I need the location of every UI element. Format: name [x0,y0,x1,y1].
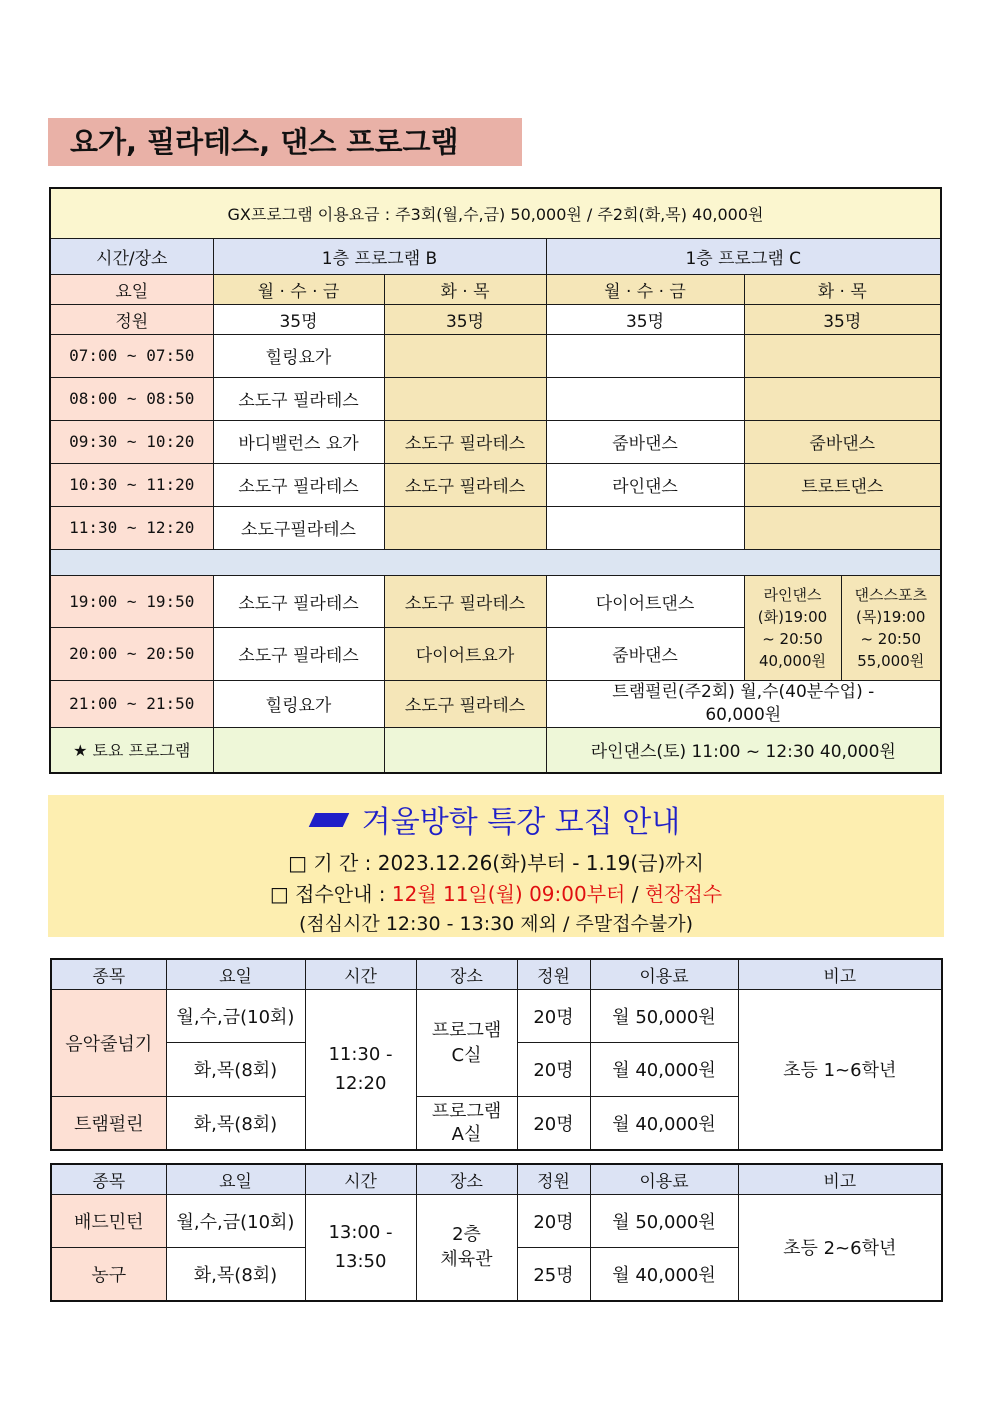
capacity-cell: 20명 [517,1042,590,1096]
program-cell [384,506,546,549]
period-label: □ 기 간 : [288,851,378,875]
capacity-cell: 20명 [517,1194,590,1247]
trampoline-l1: 트램펄린(주2회) 월,수(40분수업) - [612,681,875,702]
time-cell: 19:00 ~ 19:50 [50,575,213,627]
fee-cell: 월 40,000원 [590,1042,738,1096]
time-cell: 21:00 ~ 21:50 [50,680,213,727]
sport-badminton: 배드민턴 [51,1194,166,1247]
capacity-cell: 20명 [517,1096,590,1150]
day-label: 요일 [50,274,213,304]
day-cell: 월,수,금(10회) [166,989,305,1042]
line-dance-l3: ~ 20:50 [762,629,823,648]
lunch-note: (점심시간 12:30 - 13:30 제외 / 주말접수불가) [298,913,694,935]
time-cell: 07:00 ~ 07:50 [50,334,213,377]
day-b-mwf: 월 · 수 · 금 [213,274,384,304]
place-cell [416,1194,517,1301]
program-cell: 트로트댄스 [744,463,941,506]
saturday-program: 라인댄스(토) 11:00 ~ 12:30 40,000원 [546,727,941,773]
program-cell: 바디밸런스 요가 [213,420,384,463]
program-cell [744,334,941,377]
program-cell [384,377,546,420]
time-cell: 20:00 ~ 20:50 [50,627,213,680]
time-l2: 13:50 [334,1251,387,1273]
program-cell: 소도구 필라테스 [213,463,384,506]
dance-sports-l1: 댄스스포츠 [854,585,927,604]
dance-sports-l4: 55,000원 [857,651,925,670]
program-cell: 소도구 필라테스 [213,575,384,627]
capacity-b-tt: 35명 [384,304,546,334]
place-l2: C실 [451,1044,482,1066]
header-sport: 종목 [51,1164,166,1194]
trampoline-cell [546,680,941,727]
program-c-header: 1층 프로그램 C [546,238,941,274]
sport-jump-rope: 음악줄넘기 [51,989,166,1096]
day-cell: 화,목(8회) [166,1042,305,1096]
capacity-c-tt: 35명 [744,304,941,334]
header-fee: 이용료 [590,959,738,989]
gx-schedule-table [49,187,942,774]
table-row [50,463,941,506]
program-cell: 힐링요가 [213,334,384,377]
dance-sports-l2: (목)19:00 [856,607,926,626]
program-cell: 소도구 필라테스 [213,377,384,420]
time-cell: 09:30 ~ 10:20 [50,420,213,463]
trampoline-l2: 60,000원 [705,704,782,725]
program-cell: 힐링요가 [213,680,384,727]
day-cell: 월,수,금(10회) [166,1194,305,1247]
registration-line [48,878,944,907]
time-cell: 08:00 ~ 08:50 [50,377,213,420]
header-sport: 종목 [51,959,166,989]
fee-cell: 월 40,000원 [590,1096,738,1150]
note-cell: 초등 2~6학년 [738,1194,942,1301]
header-note: 비고 [738,1164,942,1194]
place-l2: A실 [451,1123,482,1145]
program-cell [744,377,941,420]
program-cell: 소도구 필라테스 [213,627,384,680]
period-line [48,847,944,876]
header-note: 비고 [738,959,942,989]
special-table-2 [50,1163,943,1302]
table-row [50,420,941,463]
program-cell: 다이어트댄스 [546,575,744,627]
fee-cell: 월 40,000원 [590,1247,738,1301]
registration-time: 12월 11일(월) 09:00부터 [391,882,626,906]
line-dance-l2: (화)19:00 [757,607,828,626]
table-row [50,680,941,727]
capacity-b-mwf: 35명 [213,304,384,334]
place-l1: 프로그램 [431,1100,502,1122]
time-place-header: 시간/장소 [50,238,213,274]
capacity-cell: 20명 [517,989,590,1042]
program-cell: 소도구 필라테스 [384,463,546,506]
winter-title-text: 겨울방학 특강 모집 안내 [361,805,681,840]
header-capacity: 정원 [517,1164,590,1194]
program-cell [384,334,546,377]
special-table-1 [50,958,943,1151]
page-title: 요가, 필라테스, 댄스 프로그램 [48,118,522,166]
time-cell: 11:30 ~ 12:20 [50,506,213,549]
table-row [50,575,941,627]
program-cell: 다이어트요가 [384,627,546,680]
program-cell: 소도구 필라테스 [384,420,546,463]
dance-sports-cell [841,575,941,680]
program-cell [546,506,744,549]
saturday-b2 [384,727,546,773]
header-time: 시간 [305,959,416,989]
table-row [50,506,941,549]
header-place: 장소 [416,1164,517,1194]
place-cell [416,989,517,1096]
program-cell: 줌바댄스 [546,420,744,463]
header-fee: 이용료 [590,1164,738,1194]
separator-row [50,549,941,575]
program-b-header: 1층 프로그램 B [213,238,546,274]
program-cell: 줌바댄스 [546,627,744,680]
day-cell: 화,목(8회) [166,1096,305,1150]
fee-cell: 월 50,000원 [590,989,738,1042]
capacity-cell: 25명 [517,1247,590,1301]
header-day: 요일 [166,1164,305,1194]
header-capacity: 정원 [517,959,590,989]
place-l1: 2층 [452,1224,481,1246]
program-cell: 소도구 필라테스 [384,575,546,627]
sport-trampoline: 트램펄린 [51,1096,166,1150]
program-cell: 라인댄스 [546,463,744,506]
place-cell [416,1096,517,1150]
registration-label: □ 접수안내 : [269,882,392,906]
fee-header: GX프로그램 이용요금 : 주3회(월,수,금) 50,000원 / 주2회(화,목) 40,000원 [50,188,941,238]
capacity-label: 정원 [50,304,213,334]
program-cell: 소도구 필라테스 [384,680,546,727]
winter-notice [48,795,944,937]
header-place: 장소 [416,959,517,989]
place-l1: 프로그램 [431,1019,502,1041]
place-l2: 체육관 [440,1249,493,1271]
line-dance-cell [744,575,841,680]
line-dance-l4: 40,000원 [759,651,826,670]
saturday-b1 [213,727,384,773]
winter-title [48,797,944,841]
line-dance-l1: 라인댄스 [763,585,822,604]
header-day: 요일 [166,959,305,989]
day-c-tt: 화 · 목 [744,274,941,304]
sport-basketball: 농구 [51,1247,166,1301]
program-cell: 줌바댄스 [744,420,941,463]
registration-place: 현장접수 [644,882,723,906]
fee-cell: 월 50,000원 [590,1194,738,1247]
header-time: 시간 [305,1164,416,1194]
time-cell [305,989,416,1150]
period-value: 2023.12.26(화)부터 - 1.19(금)까지 [377,851,704,875]
time-l2: 12:20 [334,1073,387,1095]
program-cell [744,506,941,549]
registration-sep: / [625,882,645,906]
bar-icon [309,813,350,827]
dance-sports-l3: ~ 20:50 [860,629,922,648]
day-cell: 화,목(8회) [166,1247,305,1301]
table-row [50,727,941,773]
day-c-mwf: 월 · 수 · 금 [546,274,744,304]
capacity-c-mwf: 35명 [546,304,744,334]
note-cell: 초등 1~6학년 [738,989,942,1150]
table-row [50,334,941,377]
program-cell [546,377,744,420]
time-l1: 13:00 - [328,1222,393,1244]
program-cell: 소도구필라테스 [213,506,384,549]
saturday-label: ★ 토요 프로그램 [50,727,213,773]
time-cell [305,1194,416,1301]
time-cell: 10:30 ~ 11:20 [50,463,213,506]
program-cell [546,334,744,377]
time-l1: 11:30 - [328,1044,393,1066]
day-b-tt: 화 · 목 [384,274,546,304]
table-row [50,377,941,420]
